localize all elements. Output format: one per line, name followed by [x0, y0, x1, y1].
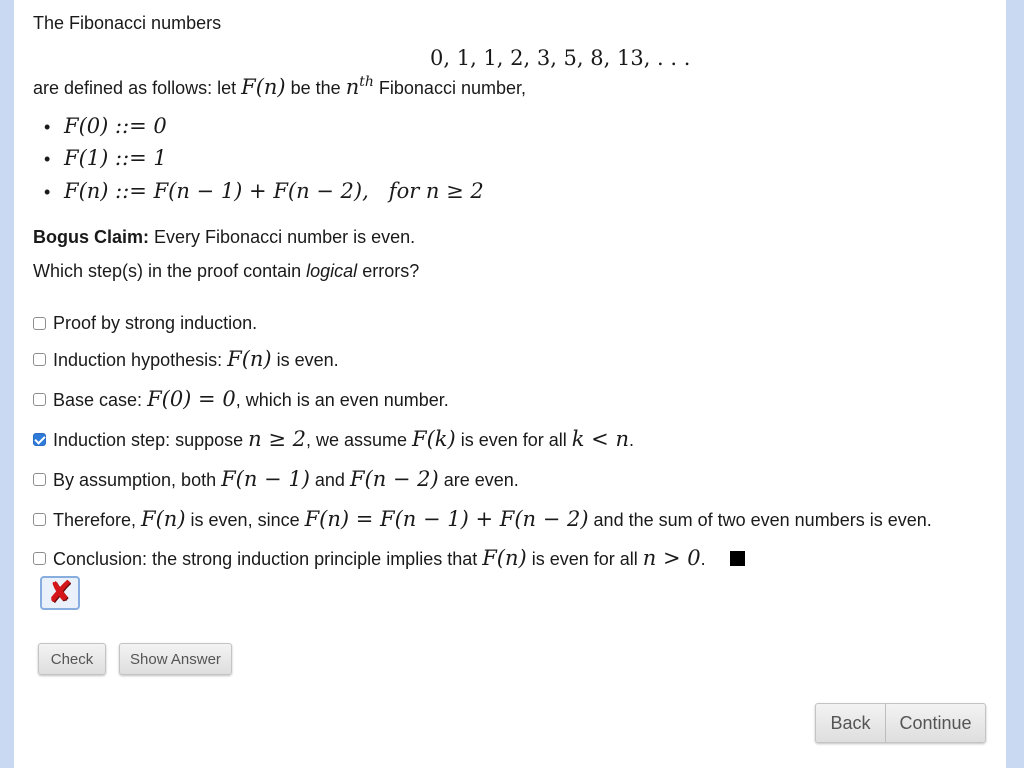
def-suffix: Fibonacci number,: [378, 78, 526, 98]
question-emph: logical: [306, 261, 358, 281]
option-text: and the sum of two even numbers is even.: [588, 510, 932, 530]
claim-label: Bogus Claim:: [33, 227, 150, 247]
math-expression: F(n): [141, 507, 186, 531]
math-expression: F(n): [482, 546, 527, 570]
answer-option-label: [53, 546, 706, 570]
checkbox[interactable]: [33, 513, 46, 526]
answer-option-label: [53, 387, 449, 411]
question-text: [33, 261, 419, 282]
definition-item: [44, 179, 484, 203]
math-expression: F(n) = F(n − 1) + F(n − 2): [304, 507, 589, 531]
navigation-buttons: [815, 703, 986, 743]
checkbox[interactable]: [33, 473, 46, 486]
option-text: .: [700, 549, 706, 569]
show-answer-button[interactable]: Show Answer: [119, 643, 232, 675]
definition-item: [44, 114, 167, 138]
option-text: By assumption, both: [53, 470, 222, 490]
option-text: , we assume: [305, 430, 413, 450]
option-text: is even.: [271, 350, 339, 370]
checkbox[interactable]: [33, 317, 46, 330]
continue-button[interactable]: Continue: [899, 712, 972, 733]
answer-option-label: [53, 507, 932, 531]
incorrect-x-icon: ✘: [47, 575, 73, 610]
definition-text: F(0) ::= 0: [64, 114, 167, 138]
option-text: is even, since: [185, 510, 305, 530]
option-text: , which is an even number.: [235, 390, 449, 410]
definition-line: [33, 74, 526, 99]
option-text: Base case:: [53, 390, 148, 410]
answer-option-label: [53, 347, 339, 371]
answer-option[interactable]: [33, 311, 257, 335]
option-text: Proof by strong induction.: [53, 312, 258, 333]
answer-option[interactable]: [33, 546, 745, 570]
option-text: are even.: [438, 470, 519, 490]
def-n: [346, 75, 374, 99]
bullet-icon: •: [44, 149, 51, 169]
bullet-icon: •: [44, 182, 51, 202]
answer-option-label: [53, 467, 519, 491]
fibonacci-sequence: 0, 1, 1, 2, 3, 5, 8, 13, . . .: [430, 46, 691, 70]
math-expression: F(0) = 0: [147, 387, 236, 411]
qed-square-icon: [730, 551, 745, 566]
option-text: .: [628, 430, 634, 450]
back-button[interactable]: Back: [816, 704, 886, 742]
checkbox[interactable]: [33, 393, 46, 406]
answer-option-label: [53, 313, 257, 334]
def-n-var: n: [345, 75, 360, 99]
bogus-claim: [33, 227, 415, 248]
question-after: errors?: [362, 261, 420, 281]
answer-option[interactable]: [33, 387, 449, 411]
check-button[interactable]: Check: [38, 643, 106, 675]
math-expression: n ≥ 2: [248, 427, 306, 451]
math-expression: k < n: [571, 427, 629, 451]
intro-title: The Fibonacci numbers: [33, 13, 222, 33]
answer-option[interactable]: [33, 347, 339, 371]
question-before: Which step(s) in the proof contain: [33, 261, 302, 281]
answer-option[interactable]: [33, 467, 519, 491]
def-mid: be the: [290, 78, 341, 98]
definition-text: F(1) ::= 1: [64, 146, 167, 170]
definition-text: F(n) ::= F(n − 1) + F(n − 2), for n ≥ 2: [64, 179, 484, 203]
math-expression: F(k): [412, 427, 456, 451]
option-text: is even for all: [526, 549, 643, 569]
option-text: is even for all: [455, 430, 572, 450]
definition-item: [44, 146, 167, 170]
checkbox[interactable]: [33, 552, 46, 565]
answer-option-label: [53, 427, 634, 451]
def-fn: F(n): [241, 75, 286, 99]
def-prefix: are defined as follows: let: [33, 78, 237, 98]
checkbox-checked[interactable]: [33, 433, 46, 446]
option-text: Induction hypothesis:: [53, 350, 228, 370]
option-text: Conclusion: the strong induction principle implies that: [53, 549, 483, 569]
answer-option[interactable]: [33, 427, 634, 451]
math-expression: F(n − 2): [349, 467, 439, 491]
option-text: and: [309, 470, 350, 490]
result-indicator: [40, 576, 80, 610]
quiz-page: [14, 0, 1006, 768]
answer-option[interactable]: [33, 507, 932, 531]
option-text: Therefore,: [53, 510, 142, 530]
bullet-icon: •: [44, 117, 51, 137]
math-expression: n > 0: [642, 546, 701, 570]
math-expression: F(n): [227, 347, 272, 371]
math-expression: F(n − 1): [221, 467, 310, 491]
option-text: Induction step: suppose: [53, 430, 249, 450]
def-sup: th: [359, 74, 374, 90]
claim-text: Every Fibonacci number is even.: [154, 227, 416, 247]
checkbox[interactable]: [33, 353, 46, 366]
